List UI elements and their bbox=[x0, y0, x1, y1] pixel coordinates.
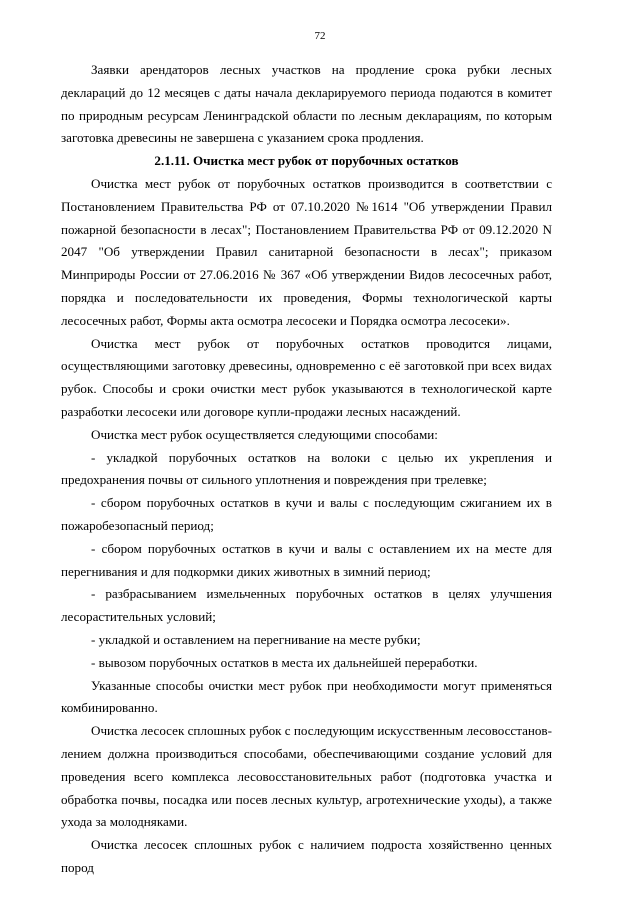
paragraph-clear-cut-reforestation: Очистка лесосек сплошных рубок с последующим искусственным лесовосстановлением должна производиться способами, обеспечивающими создание условий для проведения всего комплекса лесовосстановительных работ (подготовка участка и обработка почвы, посадка или посев лесных культур, агротехнические уходы), а также ухода за молодняками. bbox=[61, 723, 552, 830]
list-item-removal: - вывозом порубочных остатков в места их дальнейшей переработки. bbox=[91, 654, 478, 670]
paragraph-combined-methods: Указанные способы очистки мест рубок при необходимости могут применяться комбинированно. bbox=[61, 677, 552, 716]
paragraph-legal-basis: Очистка мест рубок от порубочных остатков производится в соответствии с Постановлением Правительства РФ от 07.10.2020 №1614 "Об утверждении Правил пожарной безопасности в лесах"; Постановлением Правительства РФ от 09.12.2020 N 2047 "Об утверждении Правил санитарной безопасности в лесах"; приказом Минприроды России от 27.06.2016 № 367 «Об утверждении Видов лесосечных работ, порядка и последовательности их проведения, Формы технологической карты лесосечных работ, Формы акта осмотра лесосеки и Порядка осмотра лесосеки». bbox=[61, 175, 552, 328]
paragraph-extension-requests: Заявки арендаторов лесных участков на продление срока рубки лесных деклараций до 12 месяцев с даты начала декларируемого периода подаются в комитет по природным ресурсам Ленинградской области по лесным декларациям, по которым заготовка древесины не завершена с указанием срока продления. bbox=[61, 62, 552, 146]
paragraph-methods-intro: Очистка мест рубок осуществляется следующими способами: bbox=[91, 426, 438, 442]
page-body bbox=[61, 59, 552, 880]
paragraph-clear-cut-undergrowth: Очистка лесосек сплошных рубок с наличием подроста хозяйственно ценных пород bbox=[61, 837, 552, 875]
section-heading: 2.1.11. Очистка мест рубок от порубочных остатков bbox=[154, 153, 459, 169]
list-item-piles-decay: - сбором порубочных остатков в кучи и валы с оставлением их на месте для перегнивания и для подкормки диких животных в зимний период; bbox=[61, 540, 552, 579]
page-number: 72 bbox=[314, 30, 326, 42]
list-item-scattering: - разбрасыванием измельченных порубочных остатков в целях улучшения лесорастительных условий; bbox=[61, 586, 552, 625]
list-item-skid-trails: - укладкой порубочных остатков на волоки с целью их укрепления и предохранения почвы от сильного уплотнения и повреждения при трелевке; bbox=[61, 449, 552, 488]
paragraph-responsible-parties: Очистка мест рубок от порубочных остатков проводится лицами, осуществляющими заготовку древесины, одновременно с её заготовкой при всех видах рубок. Способы и сроки очистки мест рубок указываются в технологической карте разработки лесосеки или договоре купли-продажи лесных насаждений. bbox=[61, 335, 552, 419]
list-item-leave-on-site: - укладкой и оставлением на перегнивание на месте рубки; bbox=[91, 631, 421, 647]
list-item-burning: - сбором порубочных остатков в кучи и валы с последующим сжиганием их в пожаробезопасный период; bbox=[61, 495, 552, 533]
